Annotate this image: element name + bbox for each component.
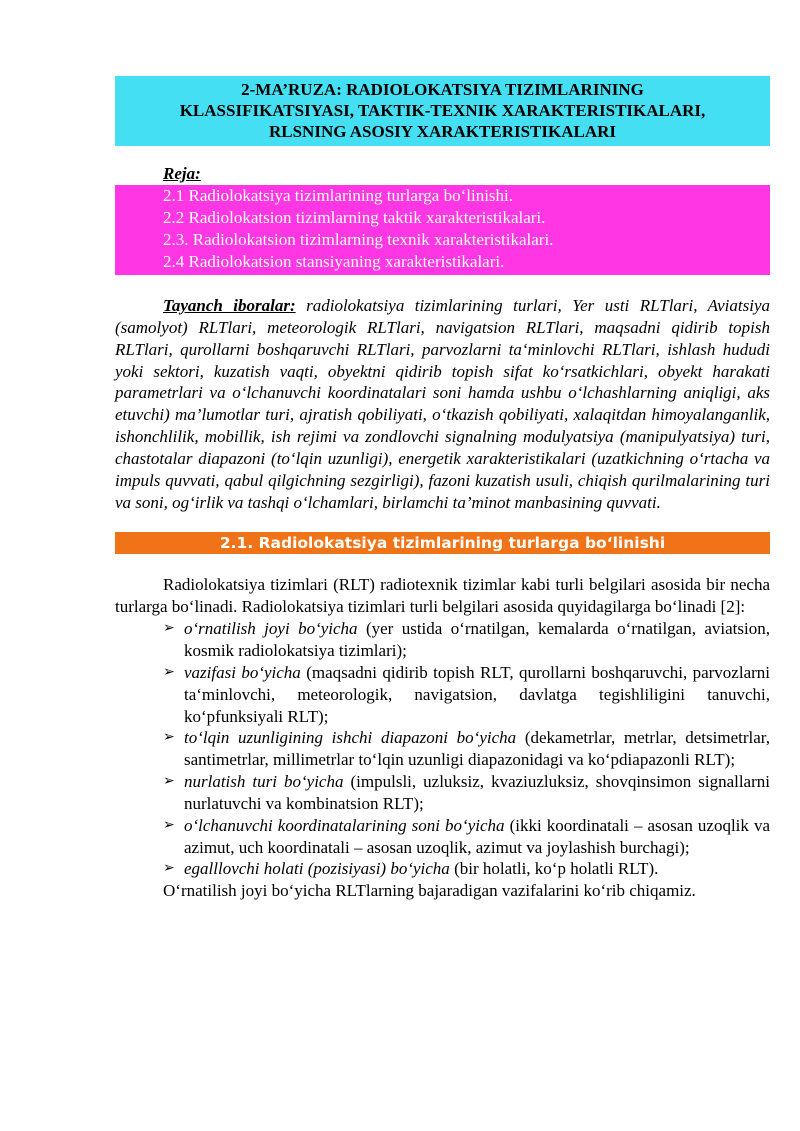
plan-list xyxy=(115,185,770,275)
arrow-bullet-icon: ➢ xyxy=(163,817,175,833)
arrow-bullet-icon: ➢ xyxy=(163,621,175,637)
intro-paragraph xyxy=(115,574,770,618)
plan-item: 2.3. Radiolokatsion tizimlarning texnik xarakteristikalari. xyxy=(163,230,554,249)
document-page xyxy=(115,76,770,902)
list-item-criterion: egalllovchi holati (pozisiyasi) bo‘yicha xyxy=(184,859,450,879)
list-item xyxy=(115,727,770,771)
list-item xyxy=(115,771,770,815)
lecture-title-line-3: RLSNING ASOSIY XARAKTERISTIKALARI xyxy=(268,122,616,141)
plan-label: Reja: xyxy=(163,164,201,183)
lecture-title-box xyxy=(115,76,770,146)
list-item-criterion: o‘rnatilish joyi bo‘yicha xyxy=(184,619,358,639)
keywords-paragraph xyxy=(115,295,770,513)
list-item-criterion: vazifasi bo‘yicha xyxy=(184,662,301,682)
arrow-bullet-icon: ➢ xyxy=(163,730,175,746)
arrow-bullet-icon: ➢ xyxy=(163,774,175,790)
list-item-detail: (dekametrlar, metrlar, detsimetrlar, santimetrlar, millimetrlar to‘lqin uzunligi diapazonidagi va ko‘pdiapazonli RLT); xyxy=(184,728,770,770)
intro-text: Radiolokatsiya tizimlari (RLT) radiotexnik tizimlar kabi turli belgilari asosida bir necha turlarga bo‘linadi. Radiolokatsiya tizimlari turli belgilari asosida quyidagilarga bo‘linadi [2]: xyxy=(115,575,770,617)
closing-paragraph xyxy=(115,880,770,902)
plan-item: 2.1 Radiolokatsiya tizimlarining turlarga bo‘linishi. xyxy=(163,186,514,205)
classification-list xyxy=(115,618,770,880)
list-item-detail: (yer ustida o‘rnatilgan, kemalarda o‘rnatilgan, aviatsion, kosmik radiolokatsiya tizimlari); xyxy=(184,619,770,660)
keywords-text: radiolokatsiya tizimlarining turlari, Yer usti RLTlari, Aviatsiya (samolyot) RLTlari, meteorologik RLTlari, navigatsion RLTlari, maqsadni qidirib topish RLTlari, qurollarni boshqaruvchi RLTlari, parvozlarni ta‘minlovchi RLTlari, ishlash hududi yoki sektori, kuzatish vaqti, obyektni qidirib topish sifat ko‘rsatkichlari, obyekt harakati parametrlari va o‘lchanuvchi koordinatalari soni hamda ushbu o‘lchashlarning aniqligi, aks etuvchi) ma’lumotlar turi, ajratish qobiliyati, o‘tkazish qobiliyati, xalaqitdan himoyalanganlik, ishonchlilik, mobillik, ish rejimi va zondlovchi signalning modulyatsiya (manipulyatsiya) turi, chastotalar diapazoni (to‘lqin uzunligi), energetik xarakteristikalari (uzatkichning o‘rtacha va impuls quvvati, qabul qilgichning sezgirligi), fazoni kuzatish usuli, chiqish qurilmalarining turi va soni, og‘irlik va tashqi o‘lchamlari, birlamchi ta’minot manbasining quvvati. xyxy=(115,296,770,512)
list-item xyxy=(115,815,770,859)
list-item-detail: (maqsadni qidirib topish RLT, qurollarni boshqaruvchi, parvozlarni ta‘minlovchi, meteorologik, navigatsion, davlatga tegishliligini tanuvchi, ko‘pfunksiyali RLT); xyxy=(184,662,771,726)
list-item xyxy=(115,858,770,880)
closing-text: O‘rnatilish joyi bo‘yicha RLTlarning bajaradigan vazifalarini ko‘rib chiqamiz. xyxy=(163,881,696,901)
list-item-detail: (impulsli, uzluksiz, kvaziuzluksiz, shovqinsimon signallarni nurlatuvchi va kombinatsion RLT); xyxy=(184,772,770,813)
list-item-criterion: to‘lqin uzunligining ishchi diapazoni bo‘yicha xyxy=(184,728,517,748)
list-item-detail: (bir holatli, ko‘p holatli RLT). xyxy=(449,859,659,879)
plan-item: 2.2 Radiolokatsion tizimlarning taktik xarakteristikalari. xyxy=(163,208,546,227)
list-item-detail: (ikki koordinatali – asosan uzoqlik va azimut, uch koordinatali – asosan uzoqlik, azimut va joylashish burchagi); xyxy=(184,815,770,857)
keywords-label: Tayanch iboralar: xyxy=(163,296,296,315)
lecture-title-line-1: 2-MA’RUZA: RADIOLOKATSIYA TIZIMLARINING xyxy=(241,80,644,99)
list-item-criterion: o‘lchanuvchi koordinatalarining soni bo‘yicha xyxy=(184,815,505,835)
list-item xyxy=(115,662,770,728)
list-item-criterion: nurlatish turi bo‘yicha xyxy=(184,772,344,792)
arrow-bullet-icon: ➢ xyxy=(163,861,175,877)
plan-item: 2.4 Radiolokatsion stansiyaning xarakteristikalari. xyxy=(163,252,505,271)
list-item xyxy=(115,618,770,662)
lecture-title-line-2: KLASSIFIKATSIYASI, TAKTIK-TEXNIK XARAKTERISTIKALARI, xyxy=(179,101,706,120)
arrow-bullet-icon: ➢ xyxy=(163,664,175,680)
section-heading: 2.1. Radiolokatsiya tizimlarining turlarga bo‘linishi xyxy=(115,532,770,554)
